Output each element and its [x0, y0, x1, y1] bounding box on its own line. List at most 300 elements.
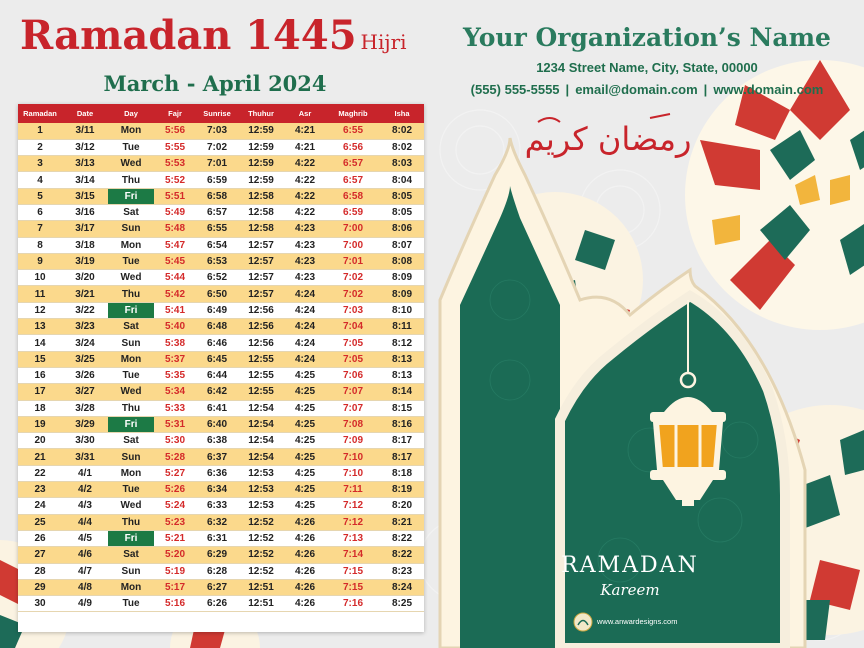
- table-cell: 7:10: [326, 449, 380, 465]
- table-cell: 12:58: [238, 204, 284, 220]
- table-cell: 3/25: [62, 351, 108, 367]
- table-cell: 8:08: [380, 253, 424, 269]
- table-cell: 12:56: [238, 319, 284, 335]
- table-cell: 28: [18, 563, 62, 579]
- table-cell: 4:25: [284, 400, 326, 416]
- table-cell: 6:55: [326, 123, 380, 139]
- table-cell: 12:52: [238, 563, 284, 579]
- table-cell: 7:07: [326, 384, 380, 400]
- table-cell: 7:13: [326, 530, 380, 546]
- table-cell: 4:25: [284, 465, 326, 481]
- table-cell: 4/6: [62, 547, 108, 563]
- table-cell: 6:57: [196, 204, 238, 220]
- table-cell: 7:15: [326, 563, 380, 579]
- title-text: Ramadan 1445: [20, 12, 357, 59]
- table-cell: 12:53: [238, 498, 284, 514]
- table-cell: 16: [18, 367, 62, 383]
- table-cell: 5:52: [154, 172, 196, 188]
- table-cell: 3/16: [62, 204, 108, 220]
- table-cell: 8:21: [380, 514, 424, 530]
- table-cell: 12:55: [238, 351, 284, 367]
- table-cell: 4:24: [284, 335, 326, 351]
- table-cell: 6:59: [326, 204, 380, 220]
- table-cell: 3/26: [62, 367, 108, 383]
- table-cell: Fri: [108, 302, 154, 318]
- table-cell: 3/28: [62, 400, 108, 416]
- table-cell: 5:33: [154, 400, 196, 416]
- table-row: [18, 384, 424, 400]
- table-cell: Sat: [108, 433, 154, 449]
- table-cell: 6:53: [196, 253, 238, 269]
- table-row: [18, 465, 424, 481]
- table-cell: 4:26: [284, 579, 326, 595]
- table-cell: 20: [18, 433, 62, 449]
- table-cell: 12:51: [238, 579, 284, 595]
- table-cell: 6:36: [196, 465, 238, 481]
- table-cell: 8:22: [380, 547, 424, 563]
- table-cell: 8: [18, 237, 62, 253]
- table-cell: 5:41: [154, 302, 196, 318]
- table-cell: 18: [18, 400, 62, 416]
- table-row: [18, 530, 424, 546]
- table-cell: 5:44: [154, 270, 196, 286]
- table-cell: 4:26: [284, 514, 326, 530]
- table-cell: 3/20: [62, 270, 108, 286]
- table-cell: Mon: [108, 465, 154, 481]
- table-cell: 8:25: [380, 596, 424, 612]
- organization-contact: [430, 81, 864, 99]
- table-cell: 4:25: [284, 482, 326, 498]
- table-cell: 6:46: [196, 335, 238, 351]
- table-row: [18, 400, 424, 416]
- table-cell: 6:49: [196, 302, 238, 318]
- table-cell: 12:55: [238, 367, 284, 383]
- table-cell: 3/15: [62, 188, 108, 204]
- table-cell: 10: [18, 270, 62, 286]
- table-cell: Thu: [108, 514, 154, 530]
- table-cell: 3/18: [62, 237, 108, 253]
- table-cell: 3/11: [62, 123, 108, 139]
- table-cell: 4/2: [62, 482, 108, 498]
- table-cell: 21: [18, 449, 62, 465]
- table-cell: 6:42: [196, 384, 238, 400]
- table-cell: 12:55: [238, 384, 284, 400]
- table-cell: 3/31: [62, 449, 108, 465]
- table-cell: 4:22: [284, 204, 326, 220]
- contact-separator: |: [703, 82, 708, 97]
- table-cell: 4:25: [284, 367, 326, 383]
- table-cell: 4:26: [284, 547, 326, 563]
- table-cell: 12:52: [238, 547, 284, 563]
- table-cell: 8:09: [380, 286, 424, 302]
- table-row: [18, 514, 424, 530]
- table-cell: 3/12: [62, 139, 108, 155]
- table-cell: 7:08: [326, 416, 380, 432]
- table-cell: 6:59: [196, 172, 238, 188]
- table-cell: 6:54: [196, 237, 238, 253]
- table-cell: 6:27: [196, 579, 238, 595]
- column-header: Sunrise: [196, 104, 238, 123]
- table-cell: 12:59: [238, 139, 284, 155]
- table-row: [18, 286, 424, 302]
- table-cell: 30: [18, 596, 62, 612]
- table-cell: 1: [18, 123, 62, 139]
- organization-name: Your Organization’s Name: [463, 23, 831, 52]
- table-cell: 8:23: [380, 563, 424, 579]
- table-cell: Thu: [108, 172, 154, 188]
- table-cell: 11: [18, 286, 62, 302]
- table-cell: 6:40: [196, 416, 238, 432]
- table-cell: Tue: [108, 367, 154, 383]
- table-cell: 5:35: [154, 367, 196, 383]
- table-cell: 7:16: [326, 596, 380, 612]
- table-cell: 9: [18, 253, 62, 269]
- table-cell: 6:32: [196, 514, 238, 530]
- table-row: [18, 351, 424, 367]
- table-cell: 7:15: [326, 579, 380, 595]
- table-cell: 4:23: [284, 270, 326, 286]
- column-header: Fajr: [154, 104, 196, 123]
- table-cell: 5:48: [154, 221, 196, 237]
- table-cell: 7:11: [326, 482, 380, 498]
- table-cell: 7:02: [326, 270, 380, 286]
- organization-address: 1234 Street Name, City, State, 00000: [536, 60, 758, 75]
- table-row: [18, 335, 424, 351]
- table-cell: 12:59: [238, 156, 284, 172]
- table-cell: Sat: [108, 319, 154, 335]
- table-cell: 7:14: [326, 547, 380, 563]
- table-cell: 7:10: [326, 465, 380, 481]
- calligraphy-text: رمضان كريم: [524, 120, 692, 158]
- table-cell: 8:06: [380, 221, 424, 237]
- table-cell: 12:52: [238, 530, 284, 546]
- table-cell: 8:11: [380, 319, 424, 335]
- table-cell: 4:26: [284, 596, 326, 612]
- table-cell: 4/3: [62, 498, 108, 514]
- table-row: [18, 139, 424, 155]
- table-cell: Wed: [108, 384, 154, 400]
- table-row: [18, 123, 424, 139]
- table-cell: 8:04: [380, 172, 424, 188]
- table-cell: 8:05: [380, 204, 424, 220]
- table-cell: 8:17: [380, 449, 424, 465]
- table-cell: 4:25: [284, 416, 326, 432]
- column-header: Ramadan: [18, 104, 62, 123]
- table-row: [18, 253, 424, 269]
- table-row: [18, 547, 424, 563]
- table-cell: 12:56: [238, 335, 284, 351]
- column-header: Maghrib: [326, 104, 380, 123]
- table-cell: 8:05: [380, 188, 424, 204]
- table-cell: Sun: [108, 335, 154, 351]
- table-cell: 6:55: [196, 221, 238, 237]
- table-cell: Tue: [108, 482, 154, 498]
- ramadan-logo-word: RAMADAN: [561, 553, 699, 578]
- table-row: [18, 416, 424, 432]
- table-cell: 8:03: [380, 156, 424, 172]
- table-cell: 4/7: [62, 563, 108, 579]
- table-cell: 4:22: [284, 156, 326, 172]
- table-cell: 4:24: [284, 319, 326, 335]
- table-cell: 4:24: [284, 302, 326, 318]
- table-cell: 3/29: [62, 416, 108, 432]
- organization-phone: (555) 555-5555: [470, 82, 560, 97]
- table-cell: 12:57: [238, 237, 284, 253]
- table-cell: 8:07: [380, 237, 424, 253]
- table-cell: Tue: [108, 596, 154, 612]
- table-cell: 4:21: [284, 139, 326, 155]
- table-row: [18, 498, 424, 514]
- table-cell: 29: [18, 579, 62, 595]
- table-row: [18, 188, 424, 204]
- table-cell: 5:47: [154, 237, 196, 253]
- table-cell: 5: [18, 188, 62, 204]
- table-row: [18, 449, 424, 465]
- ramadan-kareem-calligraphy: [520, 108, 695, 170]
- table-cell: 8:22: [380, 530, 424, 546]
- table-cell: 8:09: [380, 270, 424, 286]
- table-cell: 3/24: [62, 335, 108, 351]
- table-cell: 8:15: [380, 400, 424, 416]
- table-cell: Thu: [108, 286, 154, 302]
- table-cell: 12:57: [238, 286, 284, 302]
- table-cell: 12:57: [238, 270, 284, 286]
- table-cell: 12:53: [238, 482, 284, 498]
- table-row: [18, 433, 424, 449]
- table-cell: 7:09: [326, 433, 380, 449]
- table-cell: 22: [18, 465, 62, 481]
- table-cell: Fri: [108, 416, 154, 432]
- table-row: [18, 156, 424, 172]
- table-cell: 5:51: [154, 188, 196, 204]
- table-cell: 7:12: [326, 514, 380, 530]
- table-cell: 4:25: [284, 498, 326, 514]
- table-cell: 7:04: [326, 319, 380, 335]
- table-cell: 4:24: [284, 351, 326, 367]
- table-cell: 6:48: [196, 319, 238, 335]
- table-row: [18, 221, 424, 237]
- table-cell: 7:01: [326, 253, 380, 269]
- table-cell: Wed: [108, 270, 154, 286]
- table-cell: Sat: [108, 547, 154, 563]
- table-cell: 2: [18, 139, 62, 155]
- organization-website: www.domain.com: [713, 82, 824, 97]
- table-cell: 5:27: [154, 465, 196, 481]
- table-cell: 4:23: [284, 253, 326, 269]
- table-cell: 5:20: [154, 547, 196, 563]
- table-cell: 4/1: [62, 465, 108, 481]
- table-cell: 12:51: [238, 596, 284, 612]
- table-cell: 8:18: [380, 465, 424, 481]
- table-cell: 5:26: [154, 482, 196, 498]
- table-cell: 4/4: [62, 514, 108, 530]
- table-cell: 6:31: [196, 530, 238, 546]
- table-cell: 6:34: [196, 482, 238, 498]
- table-cell: 7: [18, 221, 62, 237]
- table-header-row: [18, 104, 424, 123]
- prayer-times-table: [18, 104, 424, 612]
- column-header: Thuhur: [238, 104, 284, 123]
- table-cell: 5:40: [154, 319, 196, 335]
- table-cell: Tue: [108, 253, 154, 269]
- table-cell: 5:23: [154, 514, 196, 530]
- table-cell: 4:23: [284, 221, 326, 237]
- table-cell: 12:59: [238, 172, 284, 188]
- table-cell: 12:54: [238, 416, 284, 432]
- table-cell: 5:19: [154, 563, 196, 579]
- table-cell: 6:37: [196, 449, 238, 465]
- table-cell: 3/21: [62, 286, 108, 302]
- table-cell: Sun: [108, 449, 154, 465]
- table-cell: 4:26: [284, 530, 326, 546]
- table-cell: 8:02: [380, 139, 424, 155]
- table-cell: 6:33: [196, 498, 238, 514]
- table-cell: 8:13: [380, 367, 424, 383]
- table-cell: 19: [18, 416, 62, 432]
- table-cell: 8:19: [380, 482, 424, 498]
- table-cell: 3/14: [62, 172, 108, 188]
- table-cell: 12:54: [238, 433, 284, 449]
- table-cell: 7:02: [326, 286, 380, 302]
- table-cell: Fri: [108, 530, 154, 546]
- table-cell: 5:21: [154, 530, 196, 546]
- table-cell: 6:57: [326, 172, 380, 188]
- table-cell: Mon: [108, 579, 154, 595]
- table-cell: 3/13: [62, 156, 108, 172]
- column-header: Day: [108, 104, 154, 123]
- table-cell: 5:55: [154, 139, 196, 155]
- table-cell: 4:25: [284, 449, 326, 465]
- table-cell: 6:57: [326, 156, 380, 172]
- table-row: [18, 482, 424, 498]
- table-cell: 4:21: [284, 123, 326, 139]
- table-cell: 6:26: [196, 596, 238, 612]
- table-cell: 12:57: [238, 253, 284, 269]
- table-cell: 6:58: [326, 188, 380, 204]
- table-cell: 5:24: [154, 498, 196, 514]
- table-row: [18, 172, 424, 188]
- table-cell: 7:03: [196, 123, 238, 139]
- table-cell: 3/23: [62, 319, 108, 335]
- table-cell: 5:37: [154, 351, 196, 367]
- table-cell: 5:42: [154, 286, 196, 302]
- table-cell: 6:58: [196, 188, 238, 204]
- table-cell: 26: [18, 530, 62, 546]
- table-cell: 12:58: [238, 221, 284, 237]
- table-cell: 7:01: [196, 156, 238, 172]
- table-cell: 8:17: [380, 433, 424, 449]
- table-cell: 4: [18, 172, 62, 188]
- table-cell: 12:58: [238, 188, 284, 204]
- table-cell: 8:24: [380, 579, 424, 595]
- table-cell: Sun: [108, 563, 154, 579]
- table-cell: 5:45: [154, 253, 196, 269]
- table-cell: Wed: [108, 498, 154, 514]
- table-cell: 15: [18, 351, 62, 367]
- organization-email: email@domain.com: [575, 82, 698, 97]
- designer-website: www.anwardesigns.com: [597, 617, 678, 626]
- table-cell: 25: [18, 514, 62, 530]
- table-cell: 5:28: [154, 449, 196, 465]
- table-cell: Thu: [108, 400, 154, 416]
- table-cell: 6: [18, 204, 62, 220]
- table-cell: 4:26: [284, 563, 326, 579]
- column-header: Isha: [380, 104, 424, 123]
- table-cell: 7:00: [326, 221, 380, 237]
- table-cell: Mon: [108, 351, 154, 367]
- table-cell: 6:29: [196, 547, 238, 563]
- table-cell: 6:45: [196, 351, 238, 367]
- table-cell: 12:56: [238, 302, 284, 318]
- table-cell: 13: [18, 319, 62, 335]
- table-cell: 5:49: [154, 204, 196, 220]
- table-body: [18, 123, 424, 612]
- table-row: [18, 204, 424, 220]
- table-cell: 8:16: [380, 416, 424, 432]
- prayer-times-table-container: [18, 104, 424, 632]
- table-cell: 3/30: [62, 433, 108, 449]
- page-title: [20, 12, 407, 66]
- table-cell: 5:30: [154, 433, 196, 449]
- table-cell: Mon: [108, 123, 154, 139]
- table-cell: 4:24: [284, 286, 326, 302]
- table-cell: 7:00: [326, 237, 380, 253]
- title-suffix: Hijri: [360, 30, 407, 54]
- brand-logo: [573, 612, 593, 632]
- kareem-logo-word: Kareem: [600, 581, 660, 599]
- table-cell: 4:25: [284, 384, 326, 400]
- table-cell: 12:59: [238, 123, 284, 139]
- table-cell: Fri: [108, 188, 154, 204]
- table-cell: 8:13: [380, 351, 424, 367]
- table-cell: Tue: [108, 139, 154, 155]
- table-cell: 3/27: [62, 384, 108, 400]
- table-cell: Sun: [108, 221, 154, 237]
- table-cell: Mon: [108, 237, 154, 253]
- table-cell: 7:12: [326, 498, 380, 514]
- table-cell: 8:20: [380, 498, 424, 514]
- table-cell: 8:14: [380, 384, 424, 400]
- table-cell: 4/9: [62, 596, 108, 612]
- table-row: [18, 270, 424, 286]
- table-cell: 7:06: [326, 367, 380, 383]
- table-cell: 3/19: [62, 253, 108, 269]
- table-cell: 7:07: [326, 400, 380, 416]
- table-row: [18, 563, 424, 579]
- table-row: [18, 367, 424, 383]
- table-row: [18, 302, 424, 318]
- table-cell: 6:52: [196, 270, 238, 286]
- table-cell: 12:54: [238, 400, 284, 416]
- table-cell: 23: [18, 482, 62, 498]
- table-cell: 8:12: [380, 335, 424, 351]
- table-cell: 12:53: [238, 465, 284, 481]
- table-cell: 7:03: [326, 302, 380, 318]
- table-row: [18, 596, 424, 612]
- table-cell: 6:38: [196, 433, 238, 449]
- table-cell: 8:10: [380, 302, 424, 318]
- column-header: Asr: [284, 104, 326, 123]
- table-cell: 12:52: [238, 514, 284, 530]
- table-cell: 24: [18, 498, 62, 514]
- column-header: Date: [62, 104, 108, 123]
- table-cell: 4/8: [62, 579, 108, 595]
- date-range-subtitle: March - April 2024: [103, 71, 327, 96]
- table-cell: 4:23: [284, 237, 326, 253]
- table-cell: 4:22: [284, 188, 326, 204]
- table-cell: 7:02: [196, 139, 238, 155]
- table-cell: 12: [18, 302, 62, 318]
